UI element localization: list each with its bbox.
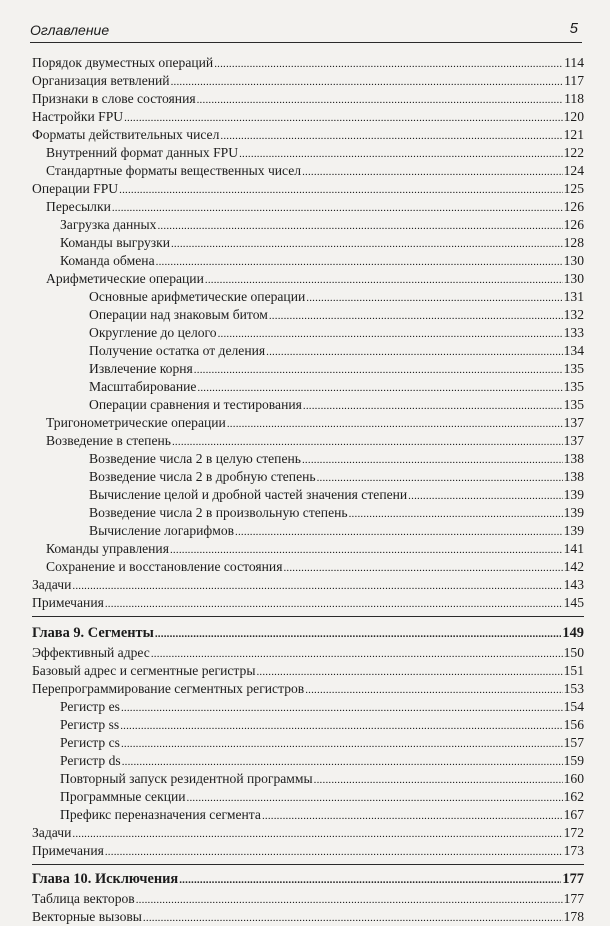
dot-leader (170, 542, 563, 558)
toc-entry (32, 789, 584, 805)
toc-entry-page: 135 (563, 361, 584, 376)
toc-entry (32, 55, 584, 71)
toc-entry-title: Порядок двуместных операций (32, 55, 214, 70)
toc-entry-title: Регистр cs (60, 735, 120, 750)
toc-entry-title: Операции FPU (32, 181, 119, 196)
dot-leader (105, 844, 563, 860)
toc-entry-page: 149 (562, 625, 584, 641)
dot-leader (266, 344, 562, 360)
toc-entry (32, 541, 584, 557)
toc-entry (32, 771, 584, 787)
dot-leader (187, 790, 563, 806)
toc-entry-page: 143 (563, 577, 584, 592)
toc-entry (32, 735, 584, 751)
toc-entry (32, 487, 584, 503)
toc-entry-title: Регистр ds (60, 753, 121, 768)
dot-leader (179, 872, 561, 888)
dot-leader (172, 434, 563, 450)
toc-entry (32, 415, 584, 431)
dot-leader (155, 626, 562, 642)
dot-leader (239, 146, 563, 162)
toc-chapter (32, 625, 584, 641)
toc-entry-title: Перепрограммирование сегментных регистров (32, 681, 305, 696)
dot-leader (303, 398, 563, 414)
toc-entry-title: Задачи (32, 577, 72, 592)
toc-entry-page: 177 (563, 891, 584, 906)
dot-leader (227, 416, 563, 432)
toc-entry-page: 137 (563, 415, 584, 430)
toc-entry-page: 153 (563, 681, 584, 696)
dot-leader (349, 506, 563, 522)
dot-leader (302, 164, 563, 180)
toc-entry-page: 145 (563, 595, 584, 610)
toc-entry-page: 139 (563, 523, 584, 538)
toc-entry-title: Признаки в слове состояния (32, 91, 196, 106)
toc-entry (32, 361, 584, 377)
dot-leader (122, 754, 563, 770)
dot-leader (306, 290, 562, 306)
toc-entry-page: 124 (563, 163, 584, 178)
toc-entry (32, 451, 584, 467)
toc-entry (32, 717, 584, 733)
toc-entry (32, 343, 584, 359)
toc-entry-page: 177 (562, 871, 584, 887)
dot-leader (197, 380, 562, 396)
toc-entry-page: 167 (563, 807, 584, 822)
dot-leader (171, 74, 564, 90)
toc-entry-page: 131 (563, 289, 584, 304)
toc-entry-page: 135 (563, 379, 584, 394)
dot-leader (205, 272, 563, 288)
toc-entry-title: Таблица векторов (32, 891, 135, 906)
toc-entry-title: Примечания (32, 595, 104, 610)
toc-entry-page: 128 (563, 235, 584, 250)
toc-entry-page: 156 (563, 717, 584, 732)
dot-leader (120, 718, 562, 734)
toc-entry (32, 699, 584, 715)
toc-entry-title: Сохранение и восстановление состояния (46, 559, 283, 574)
dot-leader (136, 892, 563, 908)
toc-entry-page: 154 (563, 699, 584, 714)
toc-entry-page: 118 (564, 91, 584, 106)
dot-leader (156, 254, 563, 270)
toc-entry-title: Операции сравнения и тестирования (89, 397, 302, 412)
toc-entry (32, 145, 584, 161)
toc-entry-title: Программные секции (60, 789, 186, 804)
toc-entry-page: 126 (563, 199, 584, 214)
toc-entry-title: Задачи (32, 825, 72, 840)
toc-entry-page: 114 (564, 55, 584, 70)
toc-entry-title: Масштабирование (89, 379, 197, 394)
toc-entry-title: Настройки FPU (32, 109, 124, 124)
dot-leader (151, 646, 563, 662)
dot-leader (305, 682, 562, 698)
toc-entry-title: Основные арифметические операции (89, 289, 306, 304)
toc-entry-title: Команда обмена (60, 253, 155, 268)
header-title: Оглавление (30, 22, 110, 38)
dot-leader (218, 326, 563, 342)
toc-entry-title: Возведение числа 2 в целую степень (89, 451, 301, 466)
toc-entry-title: Вычисление логарифмов (89, 523, 235, 538)
toc-entry-title: Вычисление целой и дробной частей значения степени (89, 487, 408, 502)
toc-entry-title: Организация ветвлений (32, 73, 170, 88)
toc-entry (32, 523, 584, 539)
toc-entry (32, 199, 584, 215)
toc-entry (32, 469, 584, 485)
toc-entry (32, 825, 584, 841)
toc-entry-page: 122 (563, 145, 584, 160)
dot-leader (121, 700, 563, 716)
dot-leader (314, 772, 563, 788)
toc-entry-page: 178 (563, 909, 584, 924)
dot-leader (112, 200, 563, 216)
toc-entry-page: 138 (563, 469, 584, 484)
toc-entry-title: Тригонометрические операции (46, 415, 226, 430)
toc-entry-title: Глава 10. Исключения (32, 871, 179, 887)
toc-entry-page: 134 (563, 343, 584, 358)
toc-entry (32, 289, 584, 305)
toc-entry-title: Возведение в степень (46, 433, 171, 448)
toc-entry-title: Префикс переназначения сегмента (60, 807, 261, 822)
toc-entry-title: Загрузка данных (60, 217, 157, 232)
toc-entry-title: Команды выгрузки (60, 235, 170, 250)
toc-entry-title: Регистр es (60, 699, 120, 714)
toc-entry-page: 126 (563, 217, 584, 232)
toc-entry (32, 109, 584, 125)
toc-entry-title: Базовый адрес и сегментные регистры (32, 663, 256, 678)
toc-entry (32, 325, 584, 341)
toc-entry-title: Форматы действительных чисел (32, 127, 220, 142)
dot-leader (143, 910, 563, 926)
dot-leader (256, 664, 562, 680)
section-divider (32, 864, 584, 865)
toc-entry-title: Векторные вызовы (32, 909, 142, 924)
toc-entry (32, 181, 584, 197)
dot-leader (197, 92, 564, 108)
toc-entry (32, 753, 584, 769)
toc-entry-title: Получение остатка от деления (89, 343, 266, 358)
toc-chapter (32, 871, 584, 887)
header-page-number: 5 (569, 20, 578, 37)
dot-leader (119, 182, 562, 198)
toc-entry (32, 91, 584, 107)
toc-entry (32, 891, 584, 907)
running-header (30, 18, 582, 43)
dot-leader (157, 218, 562, 234)
toc-entry-page: 125 (563, 181, 584, 196)
toc-entry-title: Возведение числа 2 в произвольную степень (89, 505, 348, 520)
toc-entry-page: 139 (563, 487, 584, 502)
toc-entry (32, 253, 584, 269)
dot-leader (302, 452, 563, 468)
toc-entry (32, 595, 584, 611)
toc-entry (32, 307, 584, 323)
toc-entry-title: Глава 9. Сегменты (32, 625, 154, 641)
toc-entry-page: 162 (563, 789, 584, 804)
dot-leader (214, 56, 563, 72)
toc-entry-title: Округление до целого (89, 325, 217, 340)
toc-entry-page: 151 (563, 663, 584, 678)
dot-leader (262, 808, 563, 824)
toc-entry (32, 433, 584, 449)
toc-entry-page: 173 (563, 843, 584, 858)
toc-entry-page: 120 (563, 109, 584, 124)
toc-entry (32, 271, 584, 287)
dot-leader (235, 524, 563, 540)
dot-leader (171, 236, 563, 252)
toc-entry-page: 130 (563, 271, 584, 286)
toc-entry-page: 117 (564, 73, 584, 88)
toc-entry-page: 135 (563, 397, 584, 412)
toc-entry (32, 235, 584, 251)
section-divider (32, 616, 584, 617)
toc-entry-page: 132 (563, 307, 584, 322)
dot-leader (72, 578, 562, 594)
toc-entry (32, 73, 584, 89)
toc-entry (32, 127, 584, 143)
toc-entry-page: 172 (563, 825, 584, 840)
toc-entry-page: 138 (563, 451, 584, 466)
toc-entry (32, 843, 584, 859)
toc-entry-title: Внутренний формат данных FPU (46, 145, 239, 160)
dot-leader (194, 362, 563, 378)
dot-leader (124, 110, 563, 126)
toc-entry (32, 807, 584, 823)
toc-entry-page: 160 (563, 771, 584, 786)
toc-entry (32, 909, 584, 925)
toc-entry-page: 139 (563, 505, 584, 520)
toc-entry-title: Извлечение корня (89, 361, 193, 376)
toc-entry-title: Операции над знаковым битом (89, 307, 268, 322)
toc-entry-title: Возведение числа 2 в дробную степень (89, 469, 316, 484)
dot-leader (220, 128, 562, 144)
toc-entry (32, 559, 584, 575)
toc-entry (32, 163, 584, 179)
toc-entry-page: 142 (563, 559, 584, 574)
dot-leader (283, 560, 562, 576)
toc-entry-title: Команды управления (46, 541, 169, 556)
toc-entry-page: 121 (563, 127, 584, 142)
toc-entry-title: Эффективный адрес (32, 645, 150, 660)
toc-entry-page: 141 (563, 541, 584, 556)
dot-leader (408, 488, 562, 504)
toc-entry-title: Арифметические операции (46, 271, 204, 286)
dot-leader (105, 596, 563, 612)
toc-entry (32, 505, 584, 521)
toc-entry-title: Регистр ss (60, 717, 120, 732)
toc-entry (32, 217, 584, 233)
toc-entry (32, 681, 584, 697)
toc-entry (32, 379, 584, 395)
toc-entry (32, 645, 584, 661)
toc-entry (32, 577, 584, 593)
toc-entry-page: 157 (563, 735, 584, 750)
dot-leader (72, 826, 562, 842)
toc-entry (32, 663, 584, 679)
toc-entry-title: Стандартные форматы вещественных чисел (46, 163, 302, 178)
dot-leader (269, 308, 563, 324)
toc-entry-page: 137 (563, 433, 584, 448)
dot-leader (317, 470, 563, 486)
toc-entry-title: Пересылки (46, 199, 111, 214)
toc-entry-title: Примечания (32, 843, 104, 858)
toc-entry-page: 130 (563, 253, 584, 268)
toc-entry (32, 397, 584, 413)
toc-entry-page: 159 (563, 753, 584, 768)
toc-entry-title: Повторный запуск резидентной программы (60, 771, 313, 786)
dot-leader (121, 736, 563, 752)
toc-entry-page: 133 (563, 325, 584, 340)
toc-entry-page: 150 (563, 645, 584, 660)
